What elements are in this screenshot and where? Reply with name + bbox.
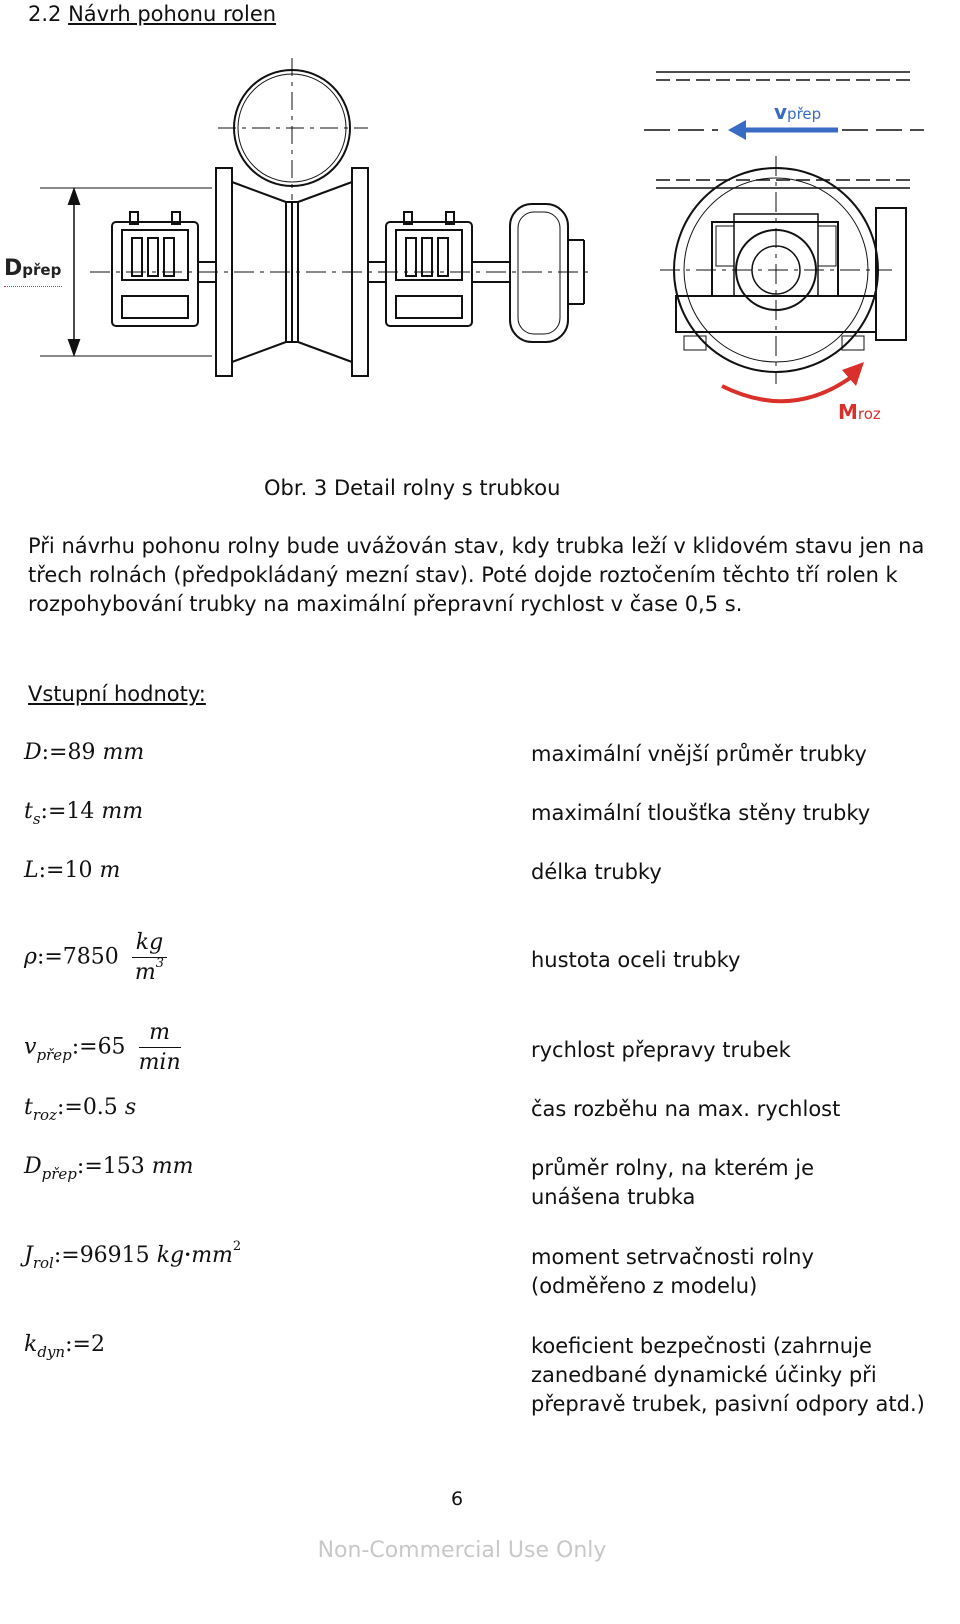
- figure-caption: Obr. 3 Detail rolny s trubkou: [264, 476, 561, 500]
- section-title: Návrh pohonu rolen: [68, 2, 277, 26]
- formula-rho: ρ:=7850 $\frac{kg}{m^3}$: [24, 930, 167, 985]
- d-prep-label: Dpřep: [4, 256, 62, 281]
- desc-troz: čas rozběhu na max. rychlost: [531, 1097, 841, 1121]
- desc-ts: maximální tloušťka stěny trubky: [531, 801, 871, 825]
- formula-jrol: $J_{rol}:=96915$ $kg•mm^2$: [24, 1239, 242, 1272]
- d-prep-underline: [4, 284, 62, 287]
- roller-drive-figure: [0, 0, 960, 470]
- desc-l: délka trubky: [531, 860, 662, 884]
- footer-watermark: Non-Commercial Use Only: [317, 1538, 607, 1563]
- page-number: 6: [450, 1488, 464, 1510]
- section-number: 2.2: [28, 2, 62, 26]
- desc-d: maximální vnější průměr trubky: [531, 742, 867, 766]
- formula-kdyn: $k_{dyn}:=2$: [24, 1332, 105, 1361]
- desc-jrol: moment setrvačnosti rolny (odměřeno z modelu): [531, 1245, 814, 1298]
- formula-troz: $t_{roz}:=0.5$ s: [24, 1095, 137, 1124]
- moment-arrow: [722, 362, 864, 401]
- vprep-unit-fraction: $\frac{m}{\min}$: [138, 1020, 181, 1075]
- desc-vprep: rychlost přepravy trubek: [531, 1038, 791, 1062]
- desc-kdyn: koeficient bezpečnosti (zahrnuje zanedbané dynamické účinky při přepravě trubek, pasivní odpory atd.): [531, 1334, 925, 1416]
- rho-unit-fraction: $\frac{kg}{m^3}$: [132, 930, 167, 985]
- desc-rho: hustota oceli trubky: [531, 948, 741, 972]
- formula-vprep: $v_{přep}:=65$ $\frac{m}{\min}$: [24, 1020, 181, 1075]
- inputs-title: Vstupní hodnoty:: [28, 682, 206, 706]
- desc-dprep: průměr rolny, na kterém je unášena trubka: [531, 1156, 815, 1209]
- m-roz-label: Mroz: [838, 400, 881, 424]
- formula-d: D:=89 mm: [24, 740, 145, 765]
- formula-ts: $t_s:=14$ mm: [24, 799, 144, 828]
- v-prep-label: vpřep: [774, 100, 822, 124]
- intro-paragraph: Při návrhu pohonu rolny bude uvážován stav, kdy trubka leží v klidovém stavu jen na třech rolnách (předpokládaný mezní stav). Poté dojde roztočením těchto tří rolen k rozpohybování trubky na maximální přepravní rychlost v čase 0,5 s.: [28, 534, 925, 616]
- formula-l: L:=10 m: [24, 858, 121, 883]
- roller-side-view: [40, 58, 590, 376]
- formula-dprep: $D_{přep}:=153$ mm: [24, 1154, 194, 1183]
